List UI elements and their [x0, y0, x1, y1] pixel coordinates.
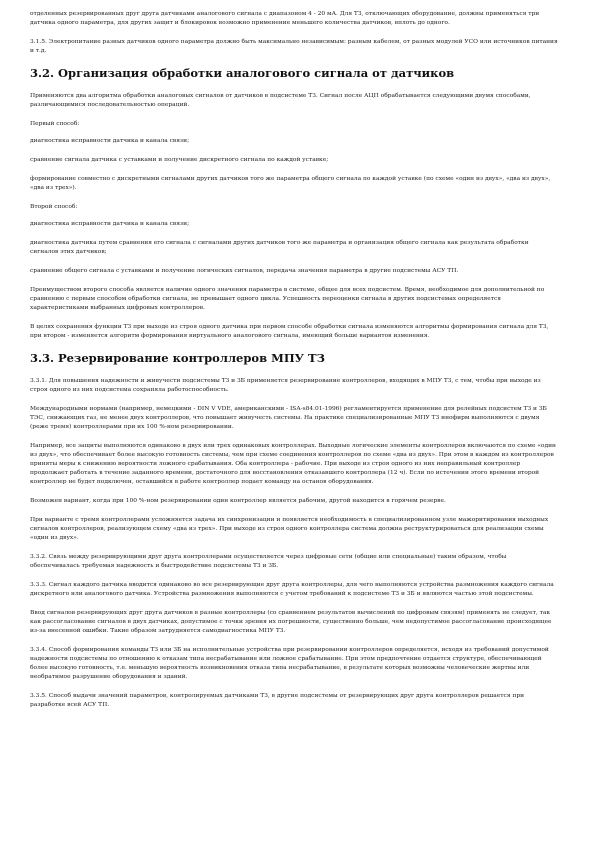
- list-item-second-3: сравнение общего сигнала с уставками и получение логических сигналов, передача значения параметра в другие подсистемы АСУ ТП.: [30, 268, 459, 274]
- paragraph-3-3-4: 3.3.4. Способ формирования команды ТЗ или ЗБ на исполнительные устройства при резервировании контроллеров определяется, исходя из требований допустимой надежности подсистемы по отношению к отказам типа несрабатывание или ложное срабатывание. При этом предпочтение отдается структуре, обеспечивающей более высокую готовность, т.е. меньшую вероятность возникновения отказа типа несрабатывание, в результате которых возможны человеческие жертвы или необратимое разрушение оборудования и зданий.: [30, 647, 549, 680]
- paragraph-3-3-5: 3.3.5. Способ выдачи значений параметров, контролируемых датчиками ТЗ, в другие подсистемы от резервирующих друг друга контроллеров решается при разработке всей АСУ ТП.: [30, 693, 525, 708]
- paragraph-first-method-label: Первый способ:: [30, 121, 80, 127]
- paragraph-hot-standby: Возможен вариант, когда при 100 %-ном резервировании один контроллер является рабочим, другой находится в горячем резерве.: [30, 498, 446, 504]
- paragraph-3-1-5: 3.1.5. Электропитание разных датчиков одного параметра должно быть максимально независимым: разным кабелем, от разных модулей УСО или источников питания и т.д.: [30, 39, 558, 54]
- paragraph-three-controllers: При варианте с тремя контроллерами усложняется задача их синхронизации и появляется необходимость в специализированном узле мажоритирования выходных сигналов контроллеров, реализующем схему «два из трех». При выходе из строя одного контроллера система должна реструктурироваться для реализации схемы «один из двух».: [30, 517, 549, 541]
- paragraph-3-3-3: 3.3.3. Сигнал каждого датчика вводится одинаково во все резервирующие друг друга контроллеры, для чего выполняются устройства размножения каждого сигнала дискретного или аналогового датчика. Устройства размножения выполняются с учетом требований к подсистеме ТЗ и ЗБ и являются частью этой подсистемы.: [30, 582, 554, 597]
- list-item-first-1: диагностика исправности датчика и канала связи;: [30, 138, 190, 144]
- paragraph-signal-input: Ввод сигналов резервирующих друг друга датчиков в разные контроллеры (со сравнением результатов вычислений по цифровым связям) применять не следует, так как рассогласование сигналов в двух датчиках, допустимое с точки зрения их погрешности, существенно больше, чем недопустимое рассогласование происходящее из-за внесенной ошибки. Такие образом затрудняется самодиагностика МПУ ТЗ.: [30, 610, 552, 634]
- list-item-first-2: сравнение сигнала датчика с уставками и получение дискретного сигнала по каждой уставке;: [30, 157, 329, 163]
- paragraph-3-1-4-continuation: отделенных резервированных друг друга датчиками аналогового сигнала с диапазоном 4 - 20 мА. Для ТЗ, отключающих оборудование, должны применяться три датчика одного параметра, для других защит и блокировок возможно применение меньшего количества датчиков, вплоть до одного.: [30, 11, 540, 26]
- paragraph-international-norms: Международными нормами (например, немецкими - DIN V VDE, американскими - ISA-s84.01-1996) регламентируется применение для релейных подсистем ТЗ и ЗБ ТЭС, снижающих газ, не менее двух контроллеров, что повышает живучесть системы. На практике специализированные МПУ ТЗ инофирм выполняются с двумя (реже тремя) контроллерами при их 100 %-ном резервировании.: [30, 406, 547, 430]
- paragraph-3-3-1: 3.3.1. Для повышения надежности и живучести подсистемы ТЗ и ЗБ применяется резервирование контроллеров, входящих в МПУ ТЗ, с тем, чтобы при выходе из строя одного из них подсистема сохраняла работоспособность.: [30, 378, 541, 393]
- document-page: [30, 10, 558, 720]
- paragraph-algorithms-intro: Применяются два алгоритма обработки аналоговых сигналов от датчиков в подсистеме ТЗ. Сигнал после АЦП обрабатывается следующими двумя способами, различающимися последовательностью операций.: [30, 93, 531, 108]
- paragraph-second-method-advantage: Преимуществом второго способа является наличие одного значения параметра в системе, общее для всех подсистем. Время, необходимое для дополнительной по сравнению с первым способом обработки сигнала, не превышает одного цикла. Успешность переоценки сигнала в других подсистемах определяется характеристиками выбранных цифровых контроллеров.: [30, 287, 545, 311]
- list-item-first-3: формирование совместно с дискретными сигналами других датчиков того же параметра общего сигнала по каждой уставке (по схеме «один из двух», «два из двух», «два из трех»).: [30, 176, 551, 191]
- list-item-second-2: диагностика датчика путем сравнения его сигнала с сигналами других датчиков того же параметра и организация общего сигнала как результата обработки сигналов этих датчиков;: [30, 240, 529, 255]
- paragraph-second-method-label: Второй способ:: [30, 204, 78, 210]
- paragraph-example-two-controllers: Например, все защиты выполняются одинаково в двух или трех одинаковых контроллерах. Выходные логические элементы контроллеров включаются по схеме «один из двух», что обеспечивает более высокую готовность системы, чем при схеме соединения контроллеров по схеме «два из двух». При этом в каждом из контроллеров приняты меры к снижению вероятности ложного срабатывания. Оба контроллера - рабочие. При выходе из строя одного из них неправильный контроллер продолжает работать в течение заданного времени, достаточного для восстановления отказавшего контроллера (12 ч). Если по истечении этого времени второй контроллер не будет подключен, оставшийся в работе контроллер подает команду на останов оборудования.: [30, 443, 556, 485]
- section-heading-3-2: 3.2. Организация обработки аналогового сигнала от датчиков: [30, 66, 455, 80]
- section-heading-3-3: 3.3. Резервирование контроллеров МПУ ТЗ: [30, 351, 325, 365]
- paragraph-3-3-2: 3.3.2. Связь между резервирующими друг друга контроллерами осуществляется через цифровые сети (общие или специальные) таким образом, чтобы обеспечивалась требуемая надежность и быстродействие подсистемы ТЗ и ЗБ.: [30, 554, 507, 569]
- list-item-second-1: диагностика исправности датчика и канала связи;: [30, 221, 190, 227]
- paragraph-sensor-failure: В целях сохранения функции ТЗ при выходе из строя одного датчика при первом способе обработки сигнала изменяются алгоритмы формирования сигнала для ТЗ, при втором - изменяется алгоритм формирования виртуального аналогового сигнала, имеющий больше вариантов изменения.: [30, 324, 549, 339]
